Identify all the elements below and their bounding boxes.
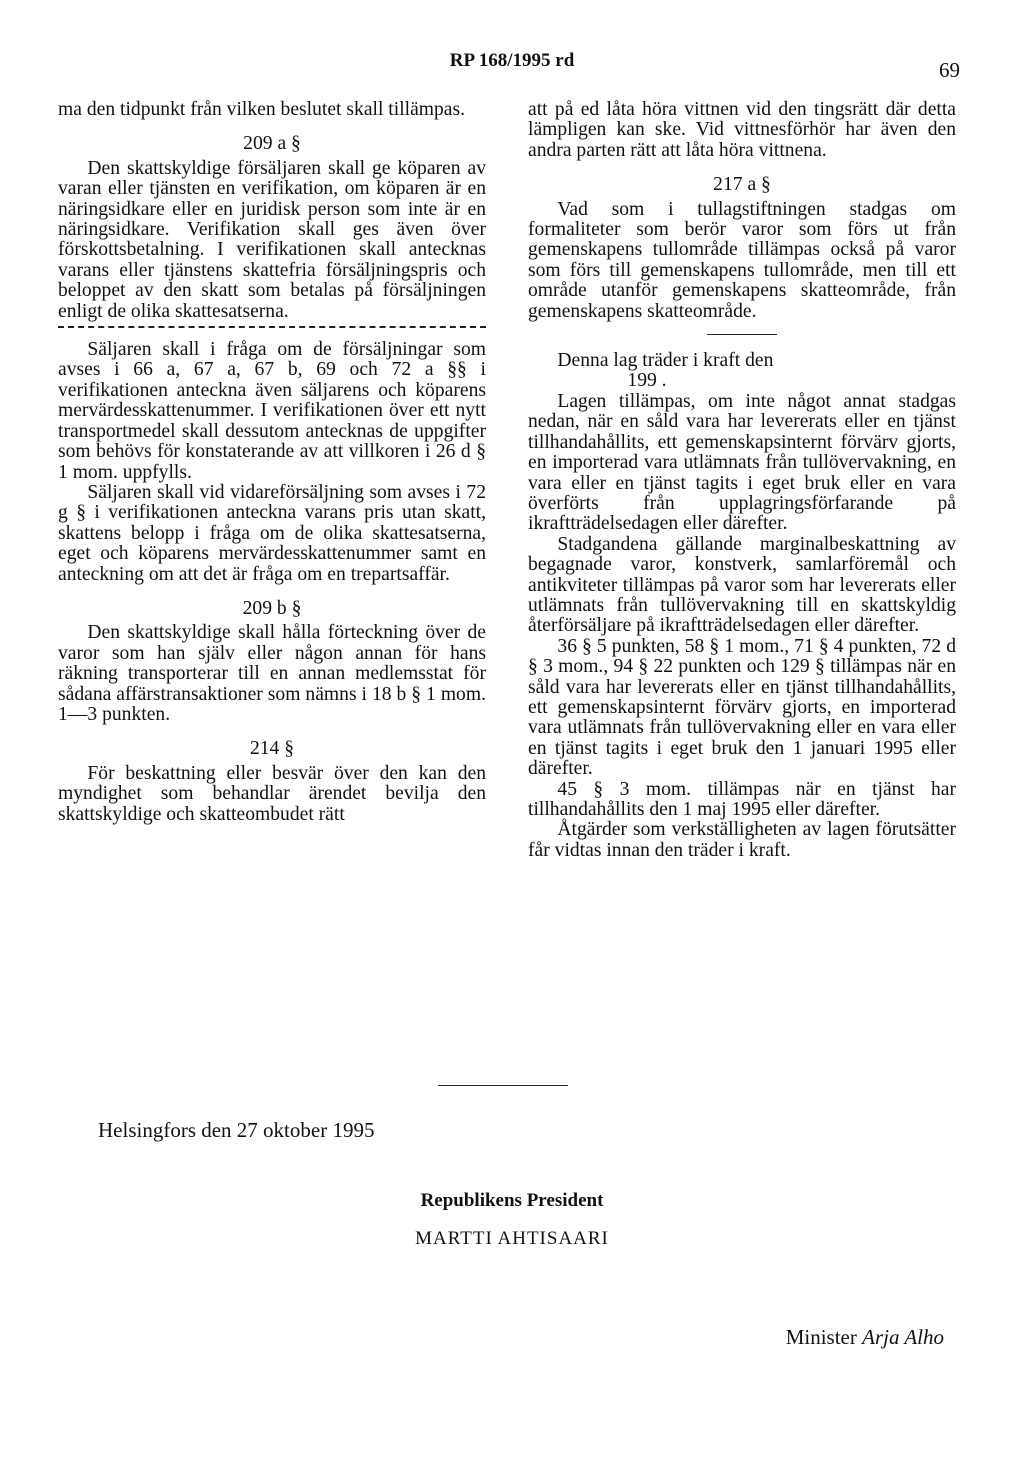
left-column — [58, 100, 486, 825]
minister-label: Minister — [785, 1325, 857, 1349]
paragraph-217a: Vad som i tullagstiftningen stadgas om formaliteter som berör varor som förs ut från gemenskapens tullområde tillämpas också på varor som förs till gemenskapens tullområde, men till ett område utanför gemenskapens skatteområde, från gemenskapens skatteområde. — [528, 198, 956, 322]
president-title: Republikens President — [420, 1190, 604, 1211]
paragraph-application-4: 45 § 3 mom. tillämpas när en tjänst har tillhandahållits den 1 maj 1995 eller därefter. — [528, 778, 956, 820]
paragraph-209a-2: Säljaren skall i fråga om de försäljningar som avses i 66 a, 67 a, 67 b, 69 och 72 a §§ i verifikationen anteckna även säljarens och köparens mervärdesskattenummer. I verifikationen över ett nytt transportmedel skall dessutom antecknas de uppgifter som behövs för konstaterande av att villkoren i 26 d § 1 mom. uppfylls. — [58, 339, 486, 483]
paragraph-continuation-right: att på ed låta höra vittnen vid den tingsrätt där detta lämpligen kan ske. Vid vittnesförhör har även den andra parten rätt att låta höra vittnena. — [528, 99, 956, 161]
dashed-separator — [58, 326, 486, 328]
paragraph-209a-3: Säljaren skall vid vidareförsäljning som avses i 72 g § i verifikationen anteckna varans pris utan skatt, skattens belopp i fråga om de olika skattesatserna, eget och köparens mervärdesskattenummer samt en anteckning om att det är fråga om en trepartsaffär. — [58, 481, 486, 585]
document-id: RP 168/1995 rd — [449, 50, 575, 71]
page-number: 69 — [939, 58, 960, 82]
short-separator — [707, 334, 777, 335]
section-heading-217a: 217 a § — [713, 174, 771, 196]
paragraph-continuation: ma den tidpunkt från vilken beslutet skall tillämpas. — [58, 99, 466, 120]
minister-name: Arja Alho — [862, 1325, 944, 1349]
paragraph-entry-into-force: Denna lag träder i kraft den — [557, 350, 774, 372]
entry-into-force-year: 199 . — [627, 370, 667, 392]
paragraph-214: För beskattning eller besvär över den kan den myndighet som behandlar ärendet bevilja den skattskyldige och skatteombudet rätt — [58, 762, 486, 825]
right-column — [528, 100, 956, 861]
section-heading-209a: 209 a § — [243, 133, 301, 155]
place-and-date: Helsingfors den 27 oktober 1995 — [98, 1118, 375, 1142]
paragraph-application-3: 36 § 5 punkten, 58 § 1 mom., 71 § 4 punkten, 72 d § 3 mom., 94 § 22 punkten och 129 § tillämpas när en såld vara har levererats eller en tjänst tillhandahållits, ett gemenskapsinternt förvärv gjorts, en importerad vara utlämnats från tullövervakning eller en vara eller en tjänst tagits i eget bruk den 1 januari 1995 eller därefter. — [528, 635, 956, 780]
section-heading-209b: 209 b § — [242, 597, 302, 619]
president-name: MARTTI AHTISAARI — [415, 1228, 609, 1249]
section-heading-214: 214 § — [249, 738, 295, 760]
closing-separator — [438, 1085, 568, 1086]
paragraph-209b: Den skattskyldige skall hålla förteckning över de varor som han själv eller någon annan för hans räkning transporterar till en annan medlemsstat för sådana affärstransaktioner som nämns i 18 b § 1 mom. 1—3 punkten. — [58, 622, 486, 725]
minister-signature — [786, 1325, 944, 1350]
paragraph-209a-1: Den skattskyldige försäljaren skall ge köparen av varan eller tjänsten en verifikation, om köparen är en näringsidkare eller en juridisk person som inte är en näringsidkare. Verifikation skall ges även över förskottsbetalning. I verifikationen skall antecknas varans eller tjänstens skattefria försäljningspris och beloppet av den skatt som betalas på försäljningen enligt de olika skattesatserna. — [58, 157, 486, 322]
page-header — [0, 50, 1024, 80]
paragraph-application-2: Stadgandena gällande marginalbeskattning av begagnade varor, konstverk, samlarföremål och antikviteter tillämpas på varor som har levererats eller utlämnats från tullövervakning till en skattskyldig återförsäljare på ikraftträdelsedagen eller därefter. — [528, 533, 956, 637]
paragraph-application-5: Åtgärder som verkställigheten av lagen förutsätter får vidtas innan den träder i kraft. — [528, 819, 956, 861]
paragraph-application-1: Lagen tillämpas, om inte något annat stadgas nedan, när en såld vara har levererats eller en tjänst tillhandahållits, ett gemenskapsinternt förvärv gjorts, en importerad vara utlämnats från tullövervakning, en vara eller en tjänst tagits i eget bruk eller en vara överförts från upplagringsförfarande på ikraftträdelsedagen eller därefter. — [528, 390, 956, 535]
